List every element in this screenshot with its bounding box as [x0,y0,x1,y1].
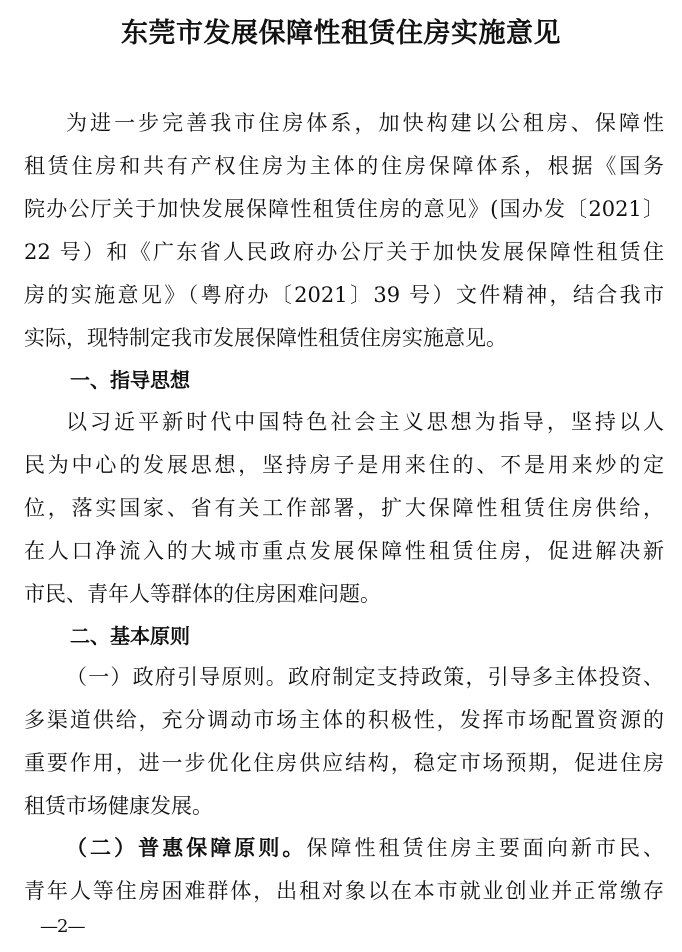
intro-line: 院办公厅关于加快发展保障性租赁住房的意见》(国办发〔2021〕 [24,197,664,221]
section1-line: 在人口净流入的大城市重点发展保障性租赁住房，促进解决新 [24,539,664,563]
intro-line: 22 号）和《广东省人民政府办公厅关于加快发展保障性租赁住 [24,240,664,264]
principle-1-label: （一）政府引导原则。 [66,665,288,689]
document-title: 东莞市发展保障性租赁住房实施意见 [121,18,561,49]
principle-2-line: 青年人等住房困难群体，出租对象以在本市就业创业并正常缴存 [24,879,664,903]
intro-line: 房的实施意见》（粤府办〔2021〕39 号）文件精神，结合我市 [24,283,664,307]
section1-line: 位，落实国家、省有关工作部署，扩大保障性租赁住房供给， [24,496,664,520]
section-heading-basic-principles: 二、基本原则 [70,624,190,648]
principle-1-first-line [66,662,664,692]
intro-line: 实际，现特制定我市发展保障性租赁住房实施意见。 [24,326,507,350]
intro-line: 租赁住房和共有产权住房为主体的住房保障体系，根据《国务 [24,154,664,178]
principle-2-first-line [66,833,664,863]
principle-2-label: （二）普惠保障原则。 [66,836,307,860]
principle-1-line: 多渠道供给，充分调动市场主体的积极性，发挥市场配置资源的 [24,708,664,732]
section1-line: 以习近平新时代中国特色社会主义思想为指导，坚持以人 [66,410,664,434]
intro-line: 为进一步完善我市住房体系，加快构建以公租房、保障性 [66,111,664,135]
section-heading-guiding-ideology: 一、指导思想 [70,368,190,392]
section1-line: 市民、青年人等群体的住房困难问题。 [24,582,381,606]
section1-line: 民为中心的发展思想，坚持房子是用来住的、不是用来炒的定 [24,453,664,477]
principle-2-text: 保障性租赁住房主要面向新市民、 [306,836,665,860]
principle-1-line: 租赁市场健康发展。 [24,794,213,818]
principle-1-text: 政府制定支持政策，引导多主体投资、 [287,665,665,689]
page-number: —2— [40,916,85,937]
principle-1-line: 重要作用，进一步优化住房供应结构，稳定市场预期，促进住房 [24,751,664,775]
